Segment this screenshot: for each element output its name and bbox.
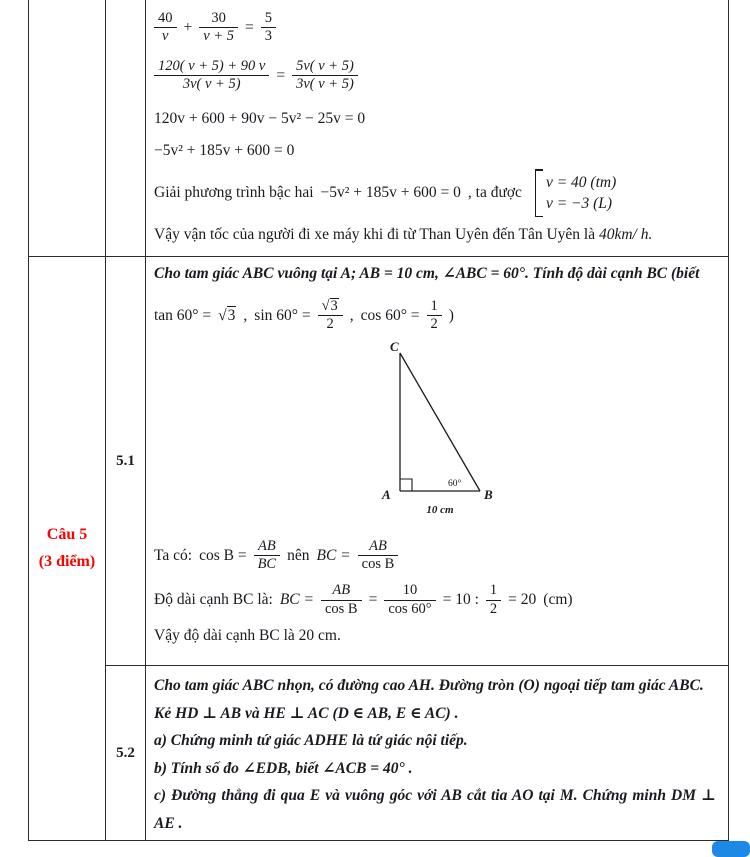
fraction-numerator: AB <box>321 582 362 600</box>
question5-points: (3 điểm) <box>38 553 96 570</box>
fraction-30-v5 <box>199 10 238 45</box>
tan-label: tan 60° = <box>154 306 212 324</box>
solve-quadratic-line <box>154 169 720 217</box>
subquestion-number-cell-51 <box>106 256 146 665</box>
subquestion-number-51: 5.1 <box>116 452 135 469</box>
fraction-numerator: 5v( v + 5) <box>292 58 358 76</box>
BC-equals: BC = <box>316 546 351 564</box>
side-label-10cm: 10 cm <box>426 504 454 517</box>
equation-expanded: 120v + 600 + 90v − 5v² − 25v = 0 <box>154 110 366 128</box>
equals-10-divide: = 10 : <box>442 591 479 609</box>
BC-length-computation-line <box>154 582 718 617</box>
fraction-sqrt3-2 <box>318 298 343 333</box>
radicand: 3 <box>227 307 236 325</box>
fraction-numerator: AB <box>358 538 399 556</box>
solve-equation: −5v² + 185v + 600 = 0 <box>320 184 461 202</box>
angle-label-60: 60° <box>448 479 462 490</box>
problem-52-cell <box>146 665 728 840</box>
triangle-svg <box>340 339 540 521</box>
conclusion-text: Vậy vận tốc của người đi xe máy khi đi từ Than Uyên đến Tân Uyên là <box>154 226 596 244</box>
fraction-denominator: 2 <box>489 600 498 617</box>
problem-statement-51: Cho tam giác ABC vuông tại A; AB = 10 cm, ∠ABC = 60°. Tính độ dài cạnh BC (biết <box>154 265 700 282</box>
equals-sign: = <box>276 66 286 84</box>
problem-52-part-c: c) Đường thẳng đi qua E và vuông góc với AB cắt tia AO tại M. Chứng minh DM ⊥ AE . <box>154 787 716 832</box>
question5-title: Câu 5 <box>46 526 88 543</box>
close-paren: ) <box>448 306 454 324</box>
equation-quadratic: −5v² + 185v + 600 = 0 <box>154 142 295 160</box>
fraction-40-v <box>154 10 177 45</box>
fraction-1-2 <box>486 582 501 617</box>
cosine-relation-line <box>154 538 718 573</box>
conclusion-51: Vậy độ dài cạnh BC là 20 cm. <box>154 626 341 644</box>
fraction-right <box>292 58 358 93</box>
radicand: 3 <box>330 298 338 314</box>
fraction-numerator: 1 <box>427 298 442 316</box>
comma: , <box>349 306 354 324</box>
equals-20: = 20 <box>508 591 537 609</box>
solution-case-1: v = 40 (tm) <box>545 174 617 192</box>
solution-51-cell <box>146 256 728 665</box>
fraction-denominator: 3v( v + 5) <box>296 76 354 93</box>
sqrt-radical <box>218 306 236 325</box>
fraction-denominator: cos B <box>324 600 358 617</box>
comma: , <box>243 306 248 324</box>
problem-52-construction: Kẻ HD ⊥ AB và HE ⊥ AC (D ∈ AB, E ∈ AC) . <box>154 704 459 722</box>
sin-label: sin 60° = <box>254 306 311 324</box>
right-triangle-figure <box>340 339 540 526</box>
problem-52-part-a: a) Chứng minh tứ giác ADHE là tứ giác nội tiếp. <box>154 732 468 749</box>
unit-cm: (cm) <box>543 591 573 609</box>
solution-table <box>28 0 729 841</box>
vertex-label-A: A <box>382 487 391 503</box>
fraction-numerator: 5 <box>261 10 276 28</box>
vertex-label-C: C <box>390 339 399 355</box>
vertex-label-B: B <box>484 487 493 503</box>
fraction-numerator: AB <box>254 538 281 556</box>
subquestion-number-cell-empty <box>106 0 146 256</box>
equation-fraction-sum <box>154 10 720 45</box>
fraction-numerator: 1 <box>486 582 501 600</box>
solution-case-2: v = −3 (L) <box>545 195 613 213</box>
fraction-denominator: BC <box>257 556 277 573</box>
solve-text-post: , ta được <box>467 184 522 202</box>
taco-label: Ta có: <box>154 546 193 564</box>
fraction-denominator: 2 <box>430 316 438 333</box>
problem-52-part-b: b) Tính số đo ∠EDB, biết ∠ACB = 40° . <box>154 759 413 777</box>
fraction-denominator: 2 <box>326 316 334 333</box>
conclusion-speed <box>154 226 720 244</box>
fraction-denominator: v + 5 <box>203 28 234 45</box>
nen-label: nên <box>287 546 310 564</box>
fraction-left <box>154 58 269 93</box>
watermark-logo <box>712 841 750 857</box>
fraction-denominator: 3v( v + 5) <box>182 76 241 93</box>
fraction-5-3 <box>261 10 276 45</box>
length-label: Độ dài cạnh BC là: <box>154 591 273 609</box>
equals-sign: = <box>244 18 254 36</box>
BC-equals: BC = <box>279 591 314 609</box>
fraction-denominator: cos 60° <box>388 600 432 617</box>
trig-values-line <box>154 298 718 333</box>
fraction-denominator: 3 <box>264 28 272 45</box>
fraction-AB-BC <box>254 538 281 573</box>
previous-question-solution-cell <box>146 0 728 256</box>
fraction-numerator: 120( v + 5) + 90 v <box>154 58 269 76</box>
problem-52-intro: Cho tam giác ABC nhọn, có đường cao AH. Đường tròn (O) ngoại tiếp tam giác ABC. <box>154 677 704 694</box>
fraction-numerator <box>318 298 343 316</box>
fraction-numerator: 40 <box>154 10 177 28</box>
fraction-10-cos60 <box>384 582 435 617</box>
fraction-numerator: 10 <box>384 582 435 600</box>
fraction-AB-cosB <box>358 538 399 573</box>
fraction-denominator: cos B <box>361 556 395 573</box>
fraction-AB-cosB <box>321 582 362 617</box>
subquestion-number-cell-52 <box>106 665 146 840</box>
question5-label-cell <box>29 256 106 840</box>
cosB-label: cos B = <box>199 546 247 564</box>
solution-cases-bracket <box>535 169 618 217</box>
question-label-cell-empty <box>29 0 106 256</box>
equals-sign: = <box>368 591 378 609</box>
sqrt-radical <box>322 298 339 315</box>
conclusion-value: 40km/ h. <box>598 226 653 244</box>
solve-text-pre: Giải phương trình bậc hai <box>154 184 314 202</box>
equation-common-denominator <box>154 58 720 93</box>
plus-sign: + <box>183 18 193 36</box>
right-angle-mark <box>400 479 412 491</box>
fraction-1-2 <box>427 298 442 333</box>
cos-label: cos 60° = <box>360 306 420 324</box>
triangle-side-CB <box>400 353 480 491</box>
subquestion-number-52: 5.2 <box>116 744 135 761</box>
fraction-numerator: 30 <box>199 10 238 28</box>
fraction-denominator: v <box>162 28 169 45</box>
